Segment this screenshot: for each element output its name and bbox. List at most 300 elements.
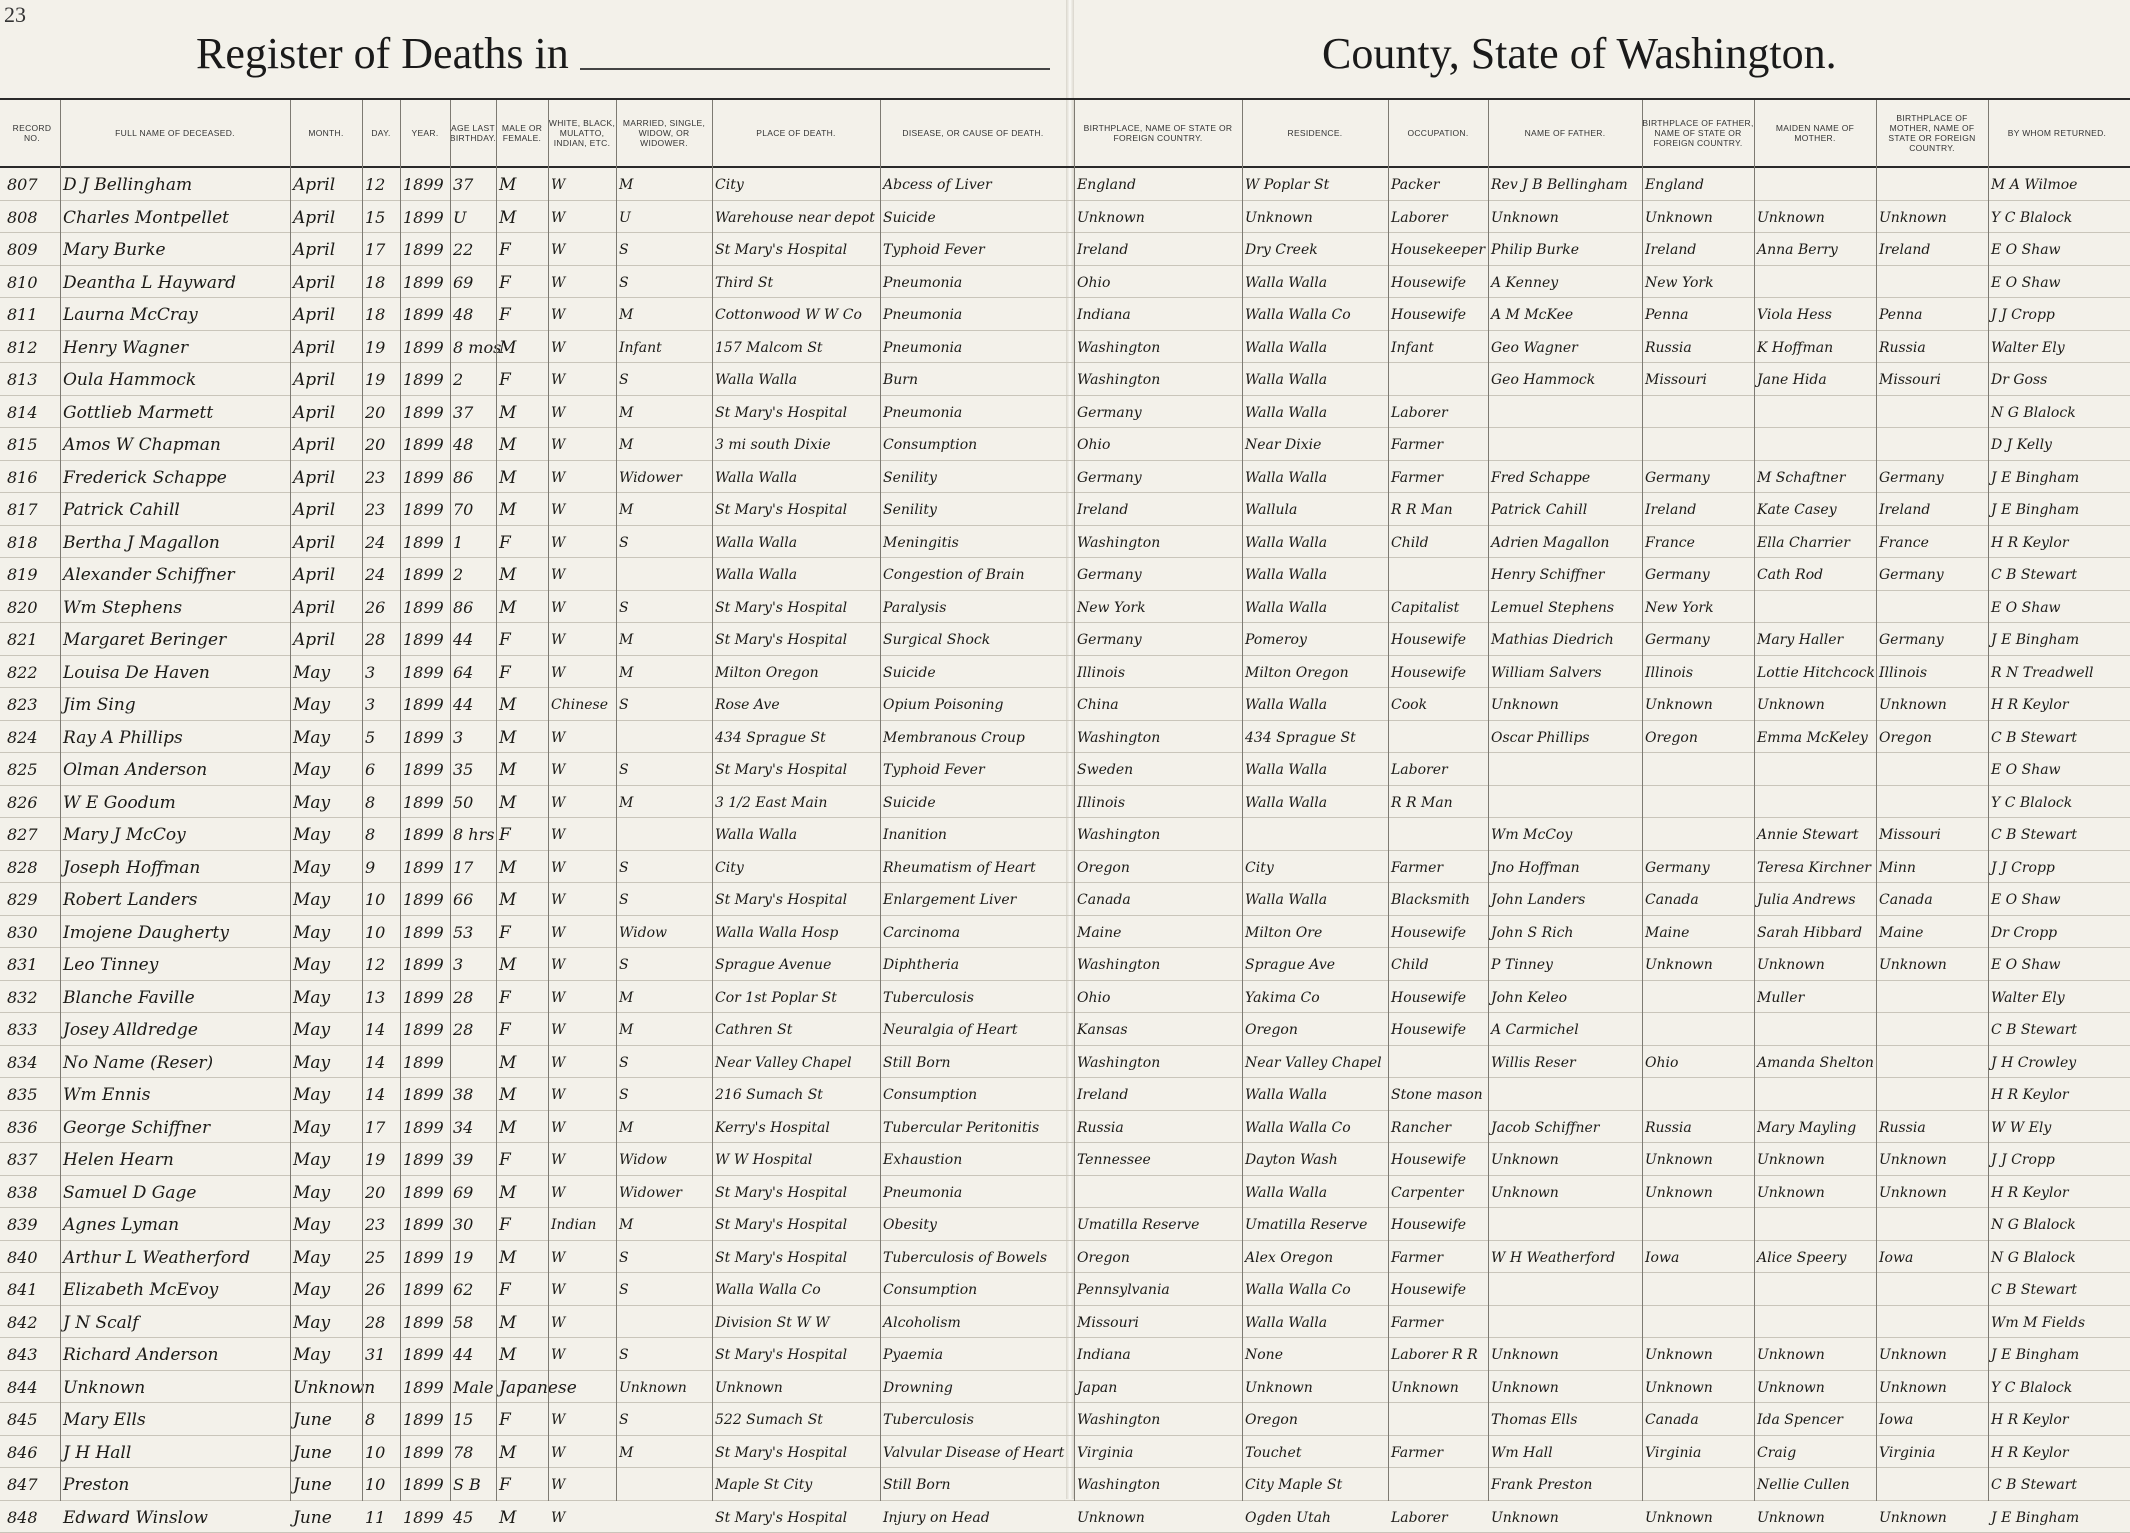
cell-day: 11 [365, 1505, 397, 1531]
cell-birthplace: Germany [1077, 400, 1239, 426]
cell-cause: Membranous Croup [883, 725, 1063, 751]
cell-residence: Milton Oregon [1245, 660, 1385, 686]
header-year: YEAR. [400, 104, 450, 162]
cell-no: 810 [7, 270, 57, 296]
cell-father: Adrien Magallon [1491, 530, 1639, 556]
cell-place: St Mary's Hospital [715, 400, 877, 426]
cell-day: 23 [365, 465, 397, 491]
cell-age: 69 [453, 270, 493, 296]
cell-occupation: Child [1391, 952, 1485, 978]
cell-mother [1757, 790, 1873, 816]
cell-birthplace: Oregon [1077, 1245, 1239, 1271]
cell-month: April [293, 237, 359, 263]
cell-name: Laurna McCray [63, 302, 287, 328]
table-row [0, 1371, 2130, 1404]
cell-mother: Craig [1757, 1440, 1873, 1466]
cell-occupation: Housewife [1391, 985, 1485, 1011]
cell-father: A Carmichel [1491, 1017, 1639, 1043]
cell-place: St Mary's Hospital [715, 627, 877, 653]
column-rule [712, 100, 713, 1501]
cell-father: Unknown [1491, 205, 1639, 231]
cell-age: 15 [453, 1407, 493, 1433]
cell-birthplace: Germany [1077, 562, 1239, 588]
cell-day: 26 [365, 595, 397, 621]
cell-name: Agnes Lyman [63, 1212, 287, 1238]
cell-returned: Walter Ely [1991, 335, 2123, 361]
cell-day: 5 [365, 725, 397, 751]
cell-cause: Drowning [883, 1375, 1063, 1401]
cell-color: Indian [551, 1212, 613, 1238]
cell-mother-bp: Germany [1879, 465, 1985, 491]
cell-month: May [293, 985, 359, 1011]
cell-mother-bp: Ireland [1879, 237, 1985, 263]
cell-day: 23 [365, 497, 397, 523]
cell-residence: Pomeroy [1245, 627, 1385, 653]
cell-sex: F [499, 237, 545, 263]
cell-month: May [293, 660, 359, 686]
cell-place: St Mary's Hospital [715, 595, 877, 621]
cell-returned: C B Stewart [1991, 1277, 2123, 1303]
cell-place: Walla Walla Hosp [715, 920, 877, 946]
cell-father [1491, 1310, 1639, 1336]
cell-place: 434 Sprague St [715, 725, 877, 751]
cell-birthplace [1077, 1180, 1239, 1206]
cell-place: 522 Sumach St [715, 1407, 877, 1433]
cell-year: 1899 [403, 530, 447, 556]
cell-residence: Walla Walla [1245, 790, 1385, 816]
cell-place: Division St W W [715, 1310, 877, 1336]
cell-father-bp [1645, 757, 1751, 783]
cell-mother-bp: Unknown [1879, 1505, 1985, 1531]
cell-age: 17 [453, 855, 493, 881]
cell-age: 44 [453, 692, 493, 718]
cell-occupation: Child [1391, 530, 1485, 556]
cell-name: Louisa De Haven [63, 660, 287, 686]
cell-father-bp [1645, 1017, 1751, 1043]
cell-mother: Julia Andrews [1757, 887, 1873, 913]
cell-name: D J Bellingham [63, 172, 287, 198]
cell-mother-bp: Unknown [1879, 692, 1985, 718]
cell-year: 1899 [403, 237, 447, 263]
cell-residence: Dayton Wash [1245, 1147, 1385, 1173]
cell-marital: S [619, 1050, 709, 1076]
column-rule [880, 100, 881, 1501]
cell-no: 819 [7, 562, 57, 588]
cell-place: St Mary's Hospital [715, 1180, 877, 1206]
cell-month: May [293, 1245, 359, 1271]
cell-name: J H Hall [63, 1440, 287, 1466]
cell-occupation: Stone mason [1391, 1082, 1485, 1108]
cell-father-bp: England [1645, 172, 1751, 198]
header-cause: DISEASE, OR CAUSE OF DEATH. [880, 104, 1066, 162]
cell-color: W [551, 952, 613, 978]
cell-age: 37 [453, 400, 493, 426]
cell-name: Josey Alldredge [63, 1017, 287, 1043]
cell-place: St Mary's Hospital [715, 1342, 877, 1368]
cell-mother-bp: Oregon [1879, 725, 1985, 751]
cell-place: 157 Malcom St [715, 335, 877, 361]
cell-color: W [551, 1472, 613, 1498]
cell-birthplace: Tennessee [1077, 1147, 1239, 1173]
cell-returned: C B Stewart [1991, 1472, 2123, 1498]
cell-month: May [293, 1212, 359, 1238]
header-residence: RESIDENCE. [1242, 104, 1388, 162]
cell-returned: E O Shaw [1991, 270, 2123, 296]
table-row [0, 461, 2130, 494]
cell-marital [619, 1310, 709, 1336]
cell-place: Rose Ave [715, 692, 877, 718]
cell-mother-bp [1879, 270, 1985, 296]
cell-occupation: Housewife [1391, 302, 1485, 328]
cell-day: 12 [365, 172, 397, 198]
table-row [0, 1436, 2130, 1469]
cell-returned: W W Ely [1991, 1115, 2123, 1141]
cell-cause: Injury on Head [883, 1505, 1063, 1531]
cell-occupation: Housewife [1391, 627, 1485, 653]
cell-no: 822 [7, 660, 57, 686]
cell-no: 815 [7, 432, 57, 458]
cell-returned: N G Blalock [1991, 1212, 2123, 1238]
cell-month: April [293, 172, 359, 198]
cell-month: April [293, 400, 359, 426]
cell-no: 836 [7, 1115, 57, 1141]
table-row [0, 916, 2130, 949]
cell-mother: Unknown [1757, 1342, 1873, 1368]
cell-father: Philip Burke [1491, 237, 1639, 263]
cell-cause: Abcess of Liver [883, 172, 1063, 198]
cell-occupation: Farmer [1391, 1310, 1485, 1336]
cell-father-bp: Russia [1645, 1115, 1751, 1141]
cell-returned: E O Shaw [1991, 757, 2123, 783]
column-rule [1642, 100, 1643, 1501]
cell-mother: Unknown [1757, 1147, 1873, 1173]
header-marital: MARRIED, SINGLE, WIDOW, OR WIDOWER. [616, 104, 712, 162]
cell-father-bp [1645, 1472, 1751, 1498]
cell-marital: S [619, 1277, 709, 1303]
cell-mother: Alice Speery [1757, 1245, 1873, 1271]
table-row [0, 266, 2130, 299]
cell-age: 38 [453, 1082, 493, 1108]
cell-father-bp: Penna [1645, 302, 1751, 328]
cell-no: 846 [7, 1440, 57, 1466]
cell-returned: Dr Cropp [1991, 920, 2123, 946]
cell-day: 19 [365, 335, 397, 361]
cell-age: 28 [453, 985, 493, 1011]
cell-father-bp: Oregon [1645, 725, 1751, 751]
cell-month: April [293, 302, 359, 328]
cell-father-bp [1645, 1277, 1751, 1303]
cell-father: Jno Hoffman [1491, 855, 1639, 881]
cell-sex: F [499, 822, 545, 848]
table-row [0, 526, 2130, 559]
cell-mother: Kate Casey [1757, 497, 1873, 523]
cell-mother: Muller [1757, 985, 1873, 1011]
cell-father-bp: New York [1645, 595, 1751, 621]
cell-name: Arthur L Weatherford [63, 1245, 287, 1271]
cell-place: 3 1/2 East Main [715, 790, 877, 816]
death-register-ledger [0, 98, 2130, 1501]
cell-color: W [551, 1310, 613, 1336]
cell-place: Near Valley Chapel [715, 1050, 877, 1076]
cell-residence [1245, 822, 1385, 848]
cell-residence: Walla Walla [1245, 757, 1385, 783]
table-row [0, 981, 2130, 1014]
cell-occupation: Housekeeper [1391, 237, 1485, 263]
cell-mother [1757, 1277, 1873, 1303]
cell-year: 1899 [403, 1147, 447, 1173]
cell-name: Henry Wagner [63, 335, 287, 361]
cell-place: Walla Walla [715, 562, 877, 588]
cell-color: W [551, 302, 613, 328]
table-row [0, 428, 2130, 461]
cell-mother: Ella Charrier [1757, 530, 1873, 556]
cell-place: Cor 1st Poplar St [715, 985, 877, 1011]
cell-sex: M [499, 205, 545, 231]
cell-age: 86 [453, 465, 493, 491]
cell-mother: Mary Haller [1757, 627, 1873, 653]
cell-no: 826 [7, 790, 57, 816]
cell-mother [1757, 1017, 1873, 1043]
cell-occupation: Farmer [1391, 465, 1485, 491]
cell-name: Mary Burke [63, 237, 287, 263]
cell-age: U [453, 205, 493, 231]
cell-no: 838 [7, 1180, 57, 1206]
cell-birthplace: Virginia [1077, 1440, 1239, 1466]
table-row [0, 1143, 2130, 1176]
cell-no: 842 [7, 1310, 57, 1336]
cell-marital: Unknown [619, 1375, 709, 1401]
cell-day: 24 [365, 562, 397, 588]
cell-year: 1899 [403, 595, 447, 621]
cell-cause: Senility [883, 497, 1063, 523]
cell-age: 1 [453, 530, 493, 556]
cell-year: 1899 [403, 367, 447, 393]
cell-no: 820 [7, 595, 57, 621]
cell-name: Wm Stephens [63, 595, 287, 621]
cell-color: W [551, 367, 613, 393]
table-row [0, 363, 2130, 396]
cell-color: W [551, 562, 613, 588]
table-row [0, 1241, 2130, 1274]
cell-year: 1899 [403, 887, 447, 913]
cell-marital [619, 725, 709, 751]
cell-year: 1899 [403, 432, 447, 458]
cell-mother [1757, 432, 1873, 458]
cell-residence: Walla Walla [1245, 562, 1385, 588]
cell-place: Walla Walla [715, 530, 877, 556]
cell-day: 10 [365, 1440, 397, 1466]
cell-occupation [1391, 1050, 1485, 1076]
cell-father [1491, 1212, 1639, 1238]
cell-no: 817 [7, 497, 57, 523]
table-row [0, 1013, 2130, 1046]
cell-age: 53 [453, 920, 493, 946]
cell-cause: Pyaemia [883, 1342, 1063, 1368]
cell-day: 26 [365, 1277, 397, 1303]
cell-cause: Consumption [883, 1277, 1063, 1303]
cell-color: W [551, 660, 613, 686]
cell-sex: M [499, 1180, 545, 1206]
cell-month: Unknown [293, 1375, 359, 1401]
cell-no: 812 [7, 335, 57, 361]
cell-month: June [293, 1472, 359, 1498]
cell-mother-bp: Russia [1879, 1115, 1985, 1141]
cell-father-bp: Ireland [1645, 237, 1751, 263]
cell-mother: Viola Hess [1757, 302, 1873, 328]
cell-no: 808 [7, 205, 57, 231]
cell-name: Samuel D Gage [63, 1180, 287, 1206]
cell-place: Walla Walla [715, 367, 877, 393]
cell-year: 1899 [403, 1472, 447, 1498]
cell-sex: M [499, 335, 545, 361]
cell-father: Willis Reser [1491, 1050, 1639, 1076]
cell-no: 827 [7, 822, 57, 848]
cell-year: 1899 [403, 790, 447, 816]
cell-month: April [293, 367, 359, 393]
column-rule [450, 100, 451, 1501]
cell-marital: Widow [619, 1147, 709, 1173]
table-row [0, 233, 2130, 266]
cell-year: 1899 [403, 400, 447, 426]
cell-marital: M [619, 302, 709, 328]
cell-place: St Mary's Hospital [715, 1212, 877, 1238]
cell-occupation: Housewife [1391, 920, 1485, 946]
cell-returned: C B Stewart [1991, 822, 2123, 848]
cell-no: 848 [7, 1505, 57, 1531]
cell-marital: Widower [619, 465, 709, 491]
table-row [0, 1338, 2130, 1371]
cell-month: April [293, 595, 359, 621]
cell-year: 1899 [403, 172, 447, 198]
cell-mother: Emma McKeley [1757, 725, 1873, 751]
cell-father-bp: Russia [1645, 335, 1751, 361]
cell-mother-bp: Unknown [1879, 1180, 1985, 1206]
cell-residence: Walla Walla [1245, 1180, 1385, 1206]
cell-returned: J J Cropp [1991, 1147, 2123, 1173]
cell-father: P Tinney [1491, 952, 1639, 978]
cell-year: 1899 [403, 1180, 447, 1206]
cell-father-bp: Germany [1645, 562, 1751, 588]
header-full-name: FULL NAME OF DECEASED. [60, 104, 290, 162]
cell-year: 1899 [403, 1017, 447, 1043]
cell-marital: S [619, 887, 709, 913]
cell-age: 8 hrs [453, 822, 493, 848]
cell-birthplace: Umatilla Reserve [1077, 1212, 1239, 1238]
cell-age: 44 [453, 627, 493, 653]
cell-cause: Exhaustion [883, 1147, 1063, 1173]
cell-father: John Keleo [1491, 985, 1639, 1011]
table-row [0, 1501, 2130, 1533]
cell-residence: Unknown [1245, 1375, 1385, 1401]
cell-residence: Walla Walla [1245, 530, 1385, 556]
table-row [0, 623, 2130, 656]
cell-no: 825 [7, 757, 57, 783]
cell-marital: M [619, 497, 709, 523]
cell-mother [1757, 1310, 1873, 1336]
cell-returned: M A Wilmoe [1991, 172, 2123, 198]
cell-cause: Paralysis [883, 595, 1063, 621]
cell-marital: S [619, 270, 709, 296]
cell-birthplace: Ohio [1077, 985, 1239, 1011]
cell-name: Oula Hammock [63, 367, 287, 393]
cell-mother: Sarah Hibbard [1757, 920, 1873, 946]
cell-sex: M [499, 595, 545, 621]
cell-mother-bp: Unknown [1879, 205, 1985, 231]
cell-residence: Wallula [1245, 497, 1385, 523]
cell-sex: M [499, 1440, 545, 1466]
cell-birthplace: Indiana [1077, 302, 1239, 328]
cell-year: 1899 [403, 822, 447, 848]
cell-name: Bertha J Magallon [63, 530, 287, 556]
cell-place: Sprague Avenue [715, 952, 877, 978]
cell-occupation [1391, 822, 1485, 848]
cell-mother-bp: Illinois [1879, 660, 1985, 686]
cell-no: 829 [7, 887, 57, 913]
cell-residence: Umatilla Reserve [1245, 1212, 1385, 1238]
cell-returned: Y C Blalock [1991, 790, 2123, 816]
cell-father: William Salvers [1491, 660, 1639, 686]
cell-birthplace: Russia [1077, 1115, 1239, 1141]
cell-father-bp: Germany [1645, 855, 1751, 881]
cell-occupation: Farmer [1391, 1440, 1485, 1466]
table-row [0, 1111, 2130, 1144]
cell-age: 8 mos [453, 335, 493, 361]
cell-mother: Amanda Shelton [1757, 1050, 1873, 1076]
header-returned-by: BY WHOM RETURNED. [1988, 104, 2126, 162]
cell-father: A Kenney [1491, 270, 1639, 296]
cell-name: Margaret Beringer [63, 627, 287, 653]
cell-no: 840 [7, 1245, 57, 1271]
cell-age: 69 [453, 1180, 493, 1206]
cell-day: 17 [365, 1115, 397, 1141]
header-day: DAY. [362, 104, 400, 162]
cell-occupation [1391, 562, 1485, 588]
cell-marital: M [619, 400, 709, 426]
cell-place: St Mary's Hospital [715, 1245, 877, 1271]
cell-returned: C B Stewart [1991, 725, 2123, 751]
cell-day: 25 [365, 1245, 397, 1271]
cell-day: 31 [365, 1342, 397, 1368]
cell-returned: J E Bingham [1991, 627, 2123, 653]
cell-day: 15 [365, 205, 397, 231]
cell-color: W [551, 1245, 613, 1271]
header-occupation: OCCUPATION. [1388, 104, 1488, 162]
table-row [0, 753, 2130, 786]
cell-father: Thomas Ells [1491, 1407, 1639, 1433]
column-rule [290, 100, 291, 1501]
cell-month: June [293, 1440, 359, 1466]
cell-sex: M [499, 1245, 545, 1271]
cell-age: 28 [453, 1017, 493, 1043]
table-row [0, 168, 2130, 201]
cell-month: May [293, 757, 359, 783]
cell-day: 3 [365, 692, 397, 718]
cell-year: 1899 [403, 335, 447, 361]
cell-residence: Walla Walla [1245, 400, 1385, 426]
cell-birthplace: Washington [1077, 530, 1239, 556]
cell-father-bp [1645, 985, 1751, 1011]
cell-birthplace: Kansas [1077, 1017, 1239, 1043]
cell-residence: Walla Walla [1245, 595, 1385, 621]
cell-day: 9 [365, 855, 397, 881]
cell-place: Warehouse near depot [715, 205, 877, 231]
cell-name: Edward Winslow [63, 1505, 287, 1531]
cell-age: 44 [453, 1342, 493, 1368]
column-rule [60, 100, 61, 1501]
cell-month: May [293, 1342, 359, 1368]
column-rule [1754, 100, 1755, 1501]
table-row [0, 851, 2130, 884]
